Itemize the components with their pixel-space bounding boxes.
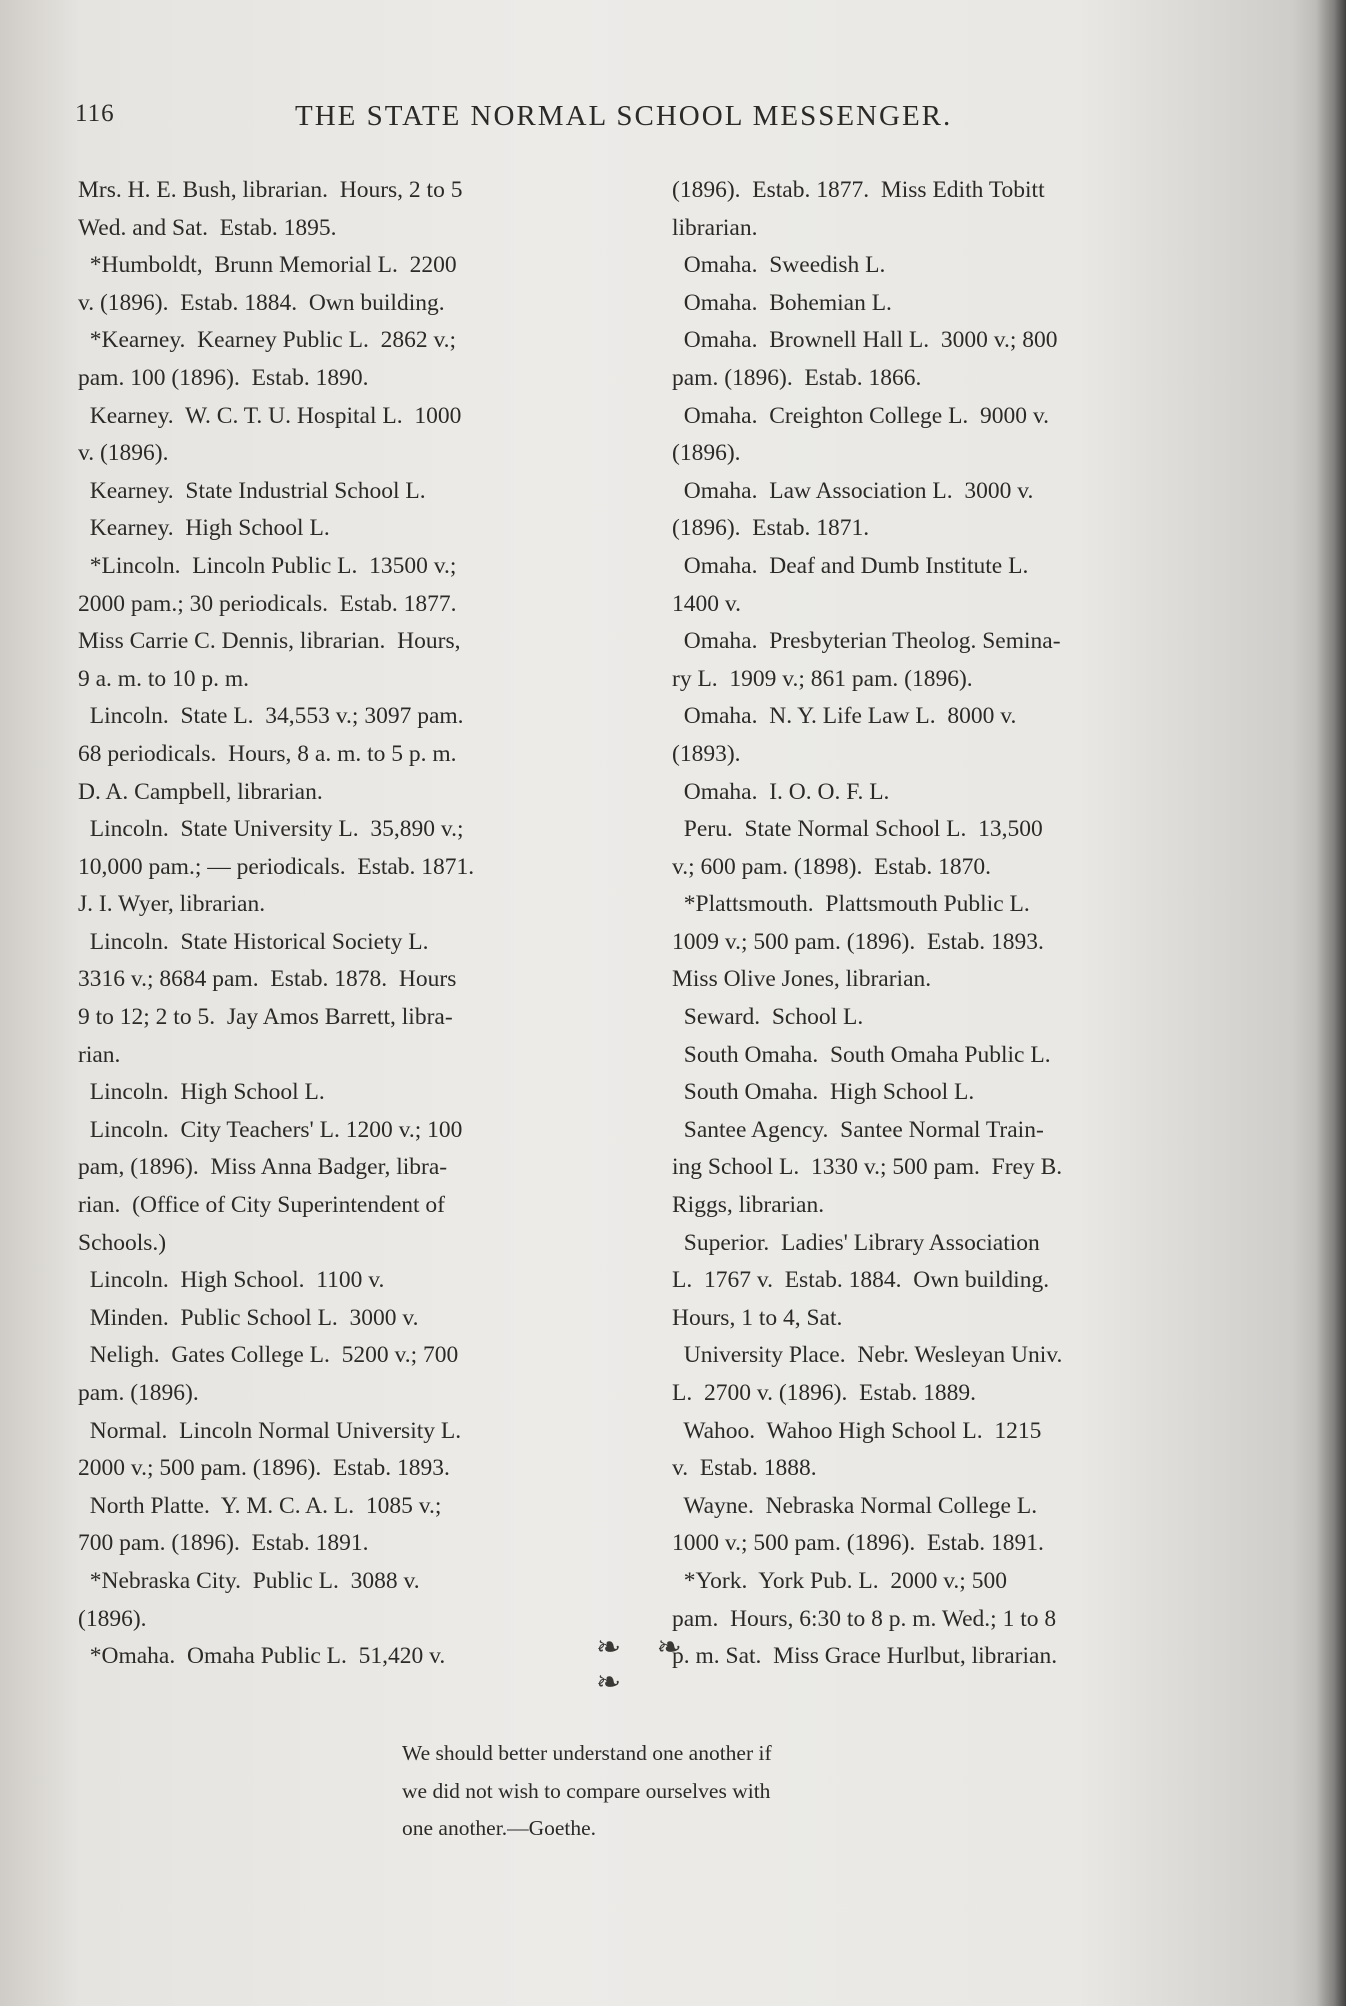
text-line: Omaha. Deaf and Dumb Institute L. — [672, 552, 1029, 579]
text-line: North Platte. Y. M. C. A. L. 1085 v.; — [78, 1492, 442, 1519]
text-line: Omaha. Bohemian L. — [672, 289, 892, 316]
text-line: Miss Olive Jones, librarian. — [672, 966, 932, 993]
text-line: 700 pam. (1896). Estab. 1891. — [78, 1530, 369, 1557]
text-line: rian. — [78, 1041, 121, 1068]
text-line: 1009 v.; 500 pam. (1896). Estab. 1893. — [672, 928, 1044, 955]
text-line: Lincoln. High School L. — [78, 1079, 325, 1106]
text-line: University Place. Nebr. Wesleyan Univ. — [672, 1342, 1063, 1369]
quote-line: we did not wish to compare ourselves with — [402, 1778, 771, 1803]
text-line: Kearney. High School L. — [78, 515, 330, 542]
text-line: 9 to 12; 2 to 5. Jay Amos Barrett, libra- — [78, 1004, 453, 1031]
text-line: ing School L. 1330 v.; 500 pam. Frey B. — [672, 1154, 1063, 1181]
text-line: *Nebraska City. Public L. 3088 v. — [78, 1567, 420, 1594]
text-line: pam. Hours, 6:30 to 8 p. m. Wed.; 1 to 8 — [672, 1605, 1057, 1632]
text-line: rian. (Office of City Superintendent of — [78, 1192, 445, 1219]
text-line: Lincoln. State University L. 35,890 v.; — [78, 816, 464, 843]
text-line: L. 1767 v. Estab. 1884. Own building. — [672, 1267, 1050, 1294]
text-line: Wayne. Nebraska Normal College L. — [672, 1492, 1038, 1519]
text-line: *York. York Pub. L. 2000 v.; 500 — [672, 1567, 1007, 1594]
text-line: (1896). Estab. 1871. — [672, 515, 870, 542]
text-line: *Plattsmouth. Plattsmouth Public L. — [672, 891, 1030, 918]
text-line: Normal. Lincoln Normal University L. — [78, 1417, 462, 1444]
text-line: v. (1896). Estab. 1884. Own building. — [78, 289, 445, 316]
text-line: Omaha. Law Association L. 3000 v. — [672, 477, 1034, 504]
text-line: Omaha. Sweedish L. — [672, 252, 886, 279]
text-line: librarian. — [672, 214, 758, 241]
text-line: Omaha. Brownell Hall L. 3000 v.; 800 — [672, 327, 1058, 354]
text-line: J. I. Wyer, librarian. — [78, 891, 266, 918]
text-line: Santee Agency. Santee Normal Train- — [672, 1116, 1044, 1143]
text-line: *Kearney. Kearney Public L. 2862 v.; — [78, 327, 457, 354]
text-line: South Omaha. South Omaha Public L. — [672, 1041, 1051, 1068]
text-line: 9 a. m. to 10 p. m. — [78, 665, 250, 692]
text-line: Schools.) — [78, 1229, 167, 1256]
closing-quote — [402, 1737, 1002, 1850]
text-line: D. A. Campbell, librarian. — [78, 778, 323, 805]
text-line: p. m. Sat. Miss Grace Hurlbut, librarian. — [672, 1643, 1058, 1670]
text-line: Lincoln. State Historical Society L. — [78, 928, 429, 955]
text-line: Miss Carrie C. Dennis, librarian. Hours, — [78, 628, 461, 655]
text-line: pam. (1896). — [78, 1380, 199, 1406]
text-line: Wed. and Sat. Estab. 1895. — [78, 214, 337, 241]
text-line: 3316 v.; 8684 pam. Estab. 1878. Hours — [78, 966, 457, 993]
text-line: Neligh. Gates College L. 5200 v.; 700 — [78, 1342, 459, 1369]
text-line: (1893). — [672, 740, 741, 767]
page-edge-shadow — [1316, 0, 1346, 2006]
text-line: (1896). Estab. 1877. Miss Edith Tobitt — [672, 177, 1045, 203]
text-line: Lincoln. City Teachers' L. 1200 v.; 100 — [78, 1116, 463, 1143]
text-line: pam, (1896). Miss Anna Badger, libra- — [78, 1154, 448, 1181]
text-line: Riggs, librarian. — [672, 1192, 825, 1219]
running-title: THE STATE NORMAL SCHOOL MESSENGER. — [295, 100, 953, 132]
text-line: Omaha. N. Y. Life Law L. 8000 v. — [672, 703, 1017, 730]
text-line: Peru. State Normal School L. 13,500 — [672, 816, 1043, 843]
text-line: pam. 100 (1896). Estab. 1890. — [78, 364, 369, 391]
text-line: Minden. Public School L. 3000 v. — [78, 1304, 419, 1331]
decorative-ornament: ❧ ❧ ❧ — [596, 1631, 696, 1699]
text-line: Mrs. H. E. Bush, librarian. Hours, 2 to 5 — [78, 177, 463, 203]
text-line: Omaha. I. O. O. F. L. — [672, 778, 890, 805]
text-line: Kearney. W. C. T. U. Hospital L. 1000 — [78, 402, 462, 429]
right-column — [672, 172, 1272, 1676]
text-line: 1000 v.; 500 pam. (1896). Estab. 1891. — [672, 1530, 1044, 1557]
text-line: *Omaha. Omaha Public L. 51,420 v. — [78, 1643, 446, 1670]
text-line: Wahoo. Wahoo High School L. 1215 — [672, 1417, 1042, 1444]
text-line: Omaha. Creighton College L. 9000 v. — [672, 402, 1050, 429]
text-line: v.; 600 pam. (1898). Estab. 1870. — [672, 853, 991, 880]
text-line: pam. (1896). Estab. 1866. — [672, 364, 922, 391]
text-line: 2000 pam.; 30 periodicals. Estab. 1877. — [78, 590, 457, 617]
text-line: 10,000 pam.; — periodicals. Estab. 1871. — [78, 853, 475, 880]
text-line: 68 periodicals. Hours, 8 a. m. to 5 p. m. — [78, 740, 457, 767]
text-line: v. (1896). — [78, 440, 169, 467]
text-line: ry L. 1909 v.; 861 pam. (1896). — [672, 665, 973, 692]
text-line: (1896). — [78, 1605, 147, 1632]
text-line: Superior. Ladies' Library Association — [672, 1229, 1040, 1256]
left-column — [78, 172, 638, 1676]
text-line: Lincoln. State L. 34,553 v.; 3097 pam. — [78, 703, 464, 730]
text-line: 1400 v. — [672, 590, 741, 617]
quote-line: one another.—Goethe. — [402, 1816, 597, 1841]
page-header — [75, 100, 1235, 140]
text-line: v. Estab. 1888. — [672, 1455, 817, 1482]
text-line: Hours, 1 to 4, Sat. — [672, 1304, 843, 1331]
text-line: *Lincoln. Lincoln Public L. 13500 v.; — [78, 552, 457, 579]
text-line: *Humboldt, Brunn Memorial L. 2200 — [78, 252, 457, 279]
page-number: 116 — [75, 100, 115, 127]
text-line: (1896). — [672, 440, 741, 467]
text-line: Kearney. State Industrial School L. — [78, 477, 426, 504]
text-line: L. 2700 v. (1896). Estab. 1889. — [672, 1380, 976, 1406]
text-line: Lincoln. High School. 1100 v. — [78, 1267, 385, 1294]
quote-line: We should better understand one another if — [402, 1741, 772, 1765]
text-line: 2000 v.; 500 pam. (1896). Estab. 1893. — [78, 1455, 450, 1482]
text-line: South Omaha. High School L. — [672, 1079, 975, 1106]
text-line: Omaha. Presbyterian Theolog. Semina- — [672, 628, 1061, 655]
text-line: Seward. School L. — [672, 1004, 864, 1031]
